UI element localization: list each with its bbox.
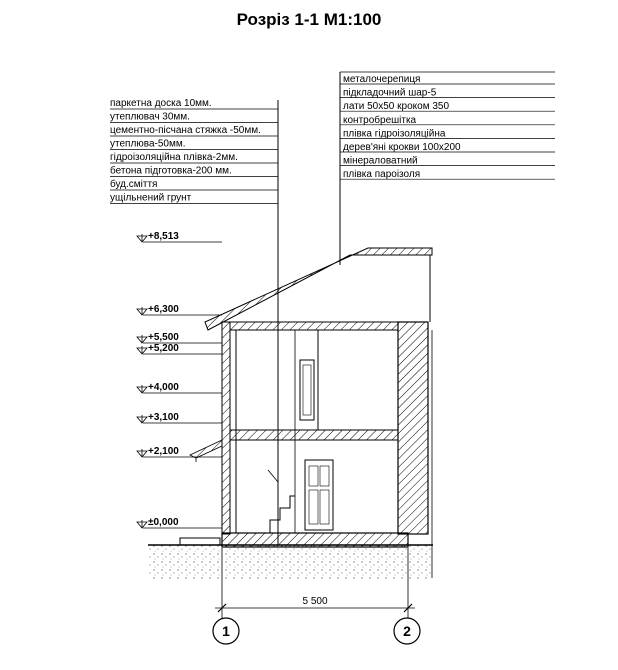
level-label: +3,100 <box>148 412 179 423</box>
roof-layer-label: металочерепиця <box>343 74 421 85</box>
axis-1-label: 1 <box>222 623 230 639</box>
roof-layer-label: дерев'яні крокви 100х200 <box>343 142 461 153</box>
grid-axes <box>213 618 420 644</box>
level-mark <box>137 304 222 315</box>
roof-layer-label: контробрешітка <box>343 114 417 126</box>
roof-layer-label: мінераловатний <box>343 155 418 167</box>
floor-layer-label: цементно-пісчана стяжка -50мм. <box>110 125 261 136</box>
floor-layer-label: ущільнений грунт <box>110 192 192 204</box>
level-mark <box>137 332 222 343</box>
level-marks <box>137 231 222 528</box>
axis-2-label: 2 <box>403 623 411 639</box>
floor-layer-label: бетона підготовка-200 мм. <box>110 165 232 177</box>
level-mark <box>137 412 222 423</box>
level-label: ±0,000 <box>148 517 179 528</box>
level-label: +4,000 <box>148 382 179 393</box>
floor-layer-label: утеплювач 30мм. <box>110 111 190 123</box>
roof-layers-legend <box>340 72 555 265</box>
floor-layer-label: утеплюва-50мм. <box>110 138 186 150</box>
level-mark <box>137 517 222 528</box>
building-section <box>190 248 432 578</box>
dimension-label: 5 500 <box>302 596 328 607</box>
level-label: +2,100 <box>148 446 179 457</box>
floor-layer-label: гідроізоляційна плівка-2мм. <box>110 152 238 163</box>
roof-layer-label: лати 50х50 кроком 350 <box>343 101 450 113</box>
drawing-title: Розріз 1-1 М1:100 <box>236 10 382 29</box>
roof-layer-label: підкладочний шар-5 <box>343 87 437 99</box>
level-label: +8,513 <box>148 231 179 242</box>
roof-layer-label: плівка гідроізоляційна <box>343 128 446 140</box>
level-label: +5,500 <box>148 332 179 343</box>
level-mark <box>137 231 222 242</box>
level-mark <box>137 343 222 354</box>
roof-layer-label: плівка пароізоля <box>343 169 421 181</box>
level-label: +5,200 <box>148 343 179 354</box>
level-label: +6,300 <box>148 304 179 315</box>
level-mark <box>137 382 222 393</box>
floor-layer-label: буд.сміття <box>110 179 158 190</box>
floor-layer-label: паркетна доска 10мм. <box>110 98 212 109</box>
